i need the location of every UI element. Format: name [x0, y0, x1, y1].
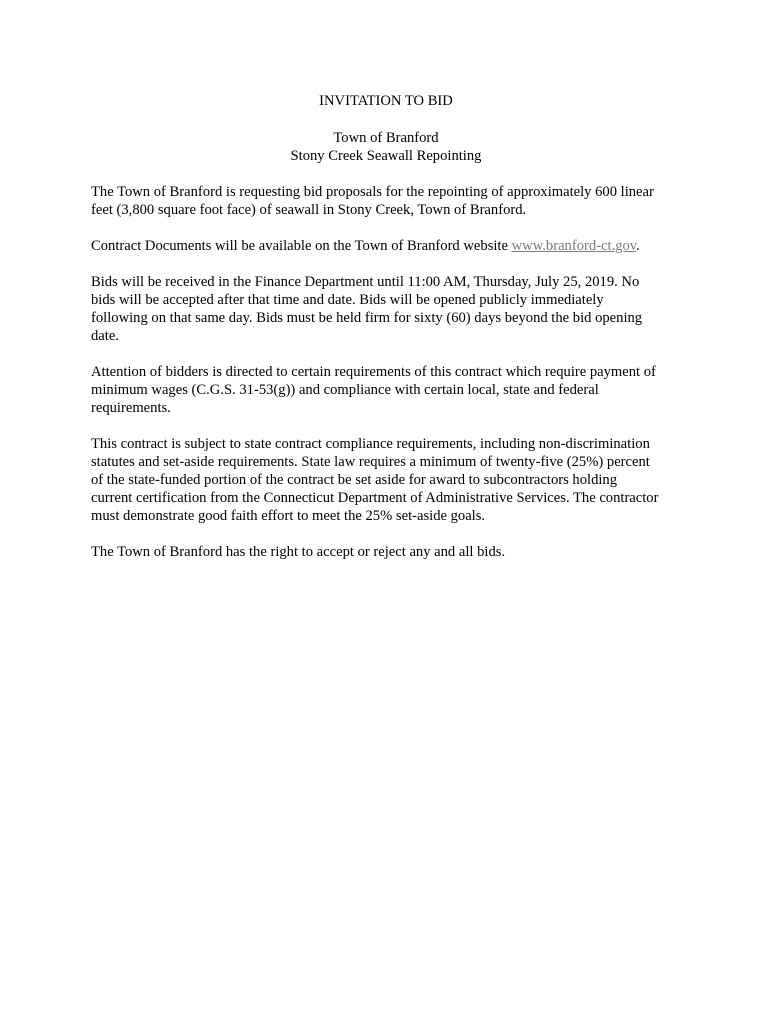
paragraph-line: requirements. — [91, 400, 171, 416]
paragraph-line: minimum wages (C.G.S. 31-53(g)) and compliance with certain local, state and federal — [91, 382, 599, 398]
paragraph-line: feet (3,800 square foot face) of seawall in Stony Creek, Town of Branford. — [91, 202, 527, 218]
documents-period: . — [636, 238, 640, 254]
subtitle-town: Town of Branford — [333, 130, 439, 146]
paragraph-rights: The Town of Branford has the right to accept or reject any and all bids. — [91, 544, 506, 560]
paragraph-documents — [91, 237, 691, 255]
paragraph-line: following on that same day. Bids must be held firm for sixty (60) days beyond the bid opening — [91, 310, 643, 326]
paragraph-line: bids will be accepted after that time and date. Bids will be opened publicly immediately — [91, 292, 604, 308]
paragraph-line: Attention of bidders is directed to certain requirements of this contract which require payment of — [91, 364, 656, 380]
website-link[interactable]: www.branford-ct.gov — [511, 238, 637, 254]
paragraph-line: of the state-funded portion of the contract be set aside for award to subcontractors holding — [91, 472, 618, 488]
paragraph-line: The Town of Branford is requesting bid proposals for the repointing of approximately 600 linear — [91, 184, 654, 200]
paragraph-line: Bids will be received in the Finance Department until 11:00 AM, Thursday, July 25, 2019. No — [91, 274, 640, 290]
paragraph-line: must demonstrate good faith effort to meet the 25% set-aside goals. — [91, 508, 486, 524]
documents-text: Contract Documents will be available on the Town of Branford website — [91, 238, 512, 254]
subtitle-project: Stony Creek Seawall Repointing — [290, 148, 482, 164]
paragraph-request — [91, 183, 691, 219]
document-body — [91, 92, 691, 561]
document-subtitle — [91, 129, 681, 165]
document-title: INVITATION TO BID — [319, 93, 453, 109]
paragraph-bid-deadline — [91, 273, 691, 345]
paragraph-compliance — [91, 435, 691, 525]
paragraph-line: date. — [91, 328, 119, 344]
paragraph-line: This contract is subject to state contract compliance requirements, including non-discrimination — [91, 436, 650, 452]
paragraph-wage-requirements — [91, 363, 691, 417]
paragraph-line: statutes and set-aside requirements. State law requires a minimum of twenty-five (25%) percent — [91, 454, 650, 470]
paragraph-line: current certification from the Connecticut Department of Administrative Services. The contractor — [91, 490, 659, 506]
